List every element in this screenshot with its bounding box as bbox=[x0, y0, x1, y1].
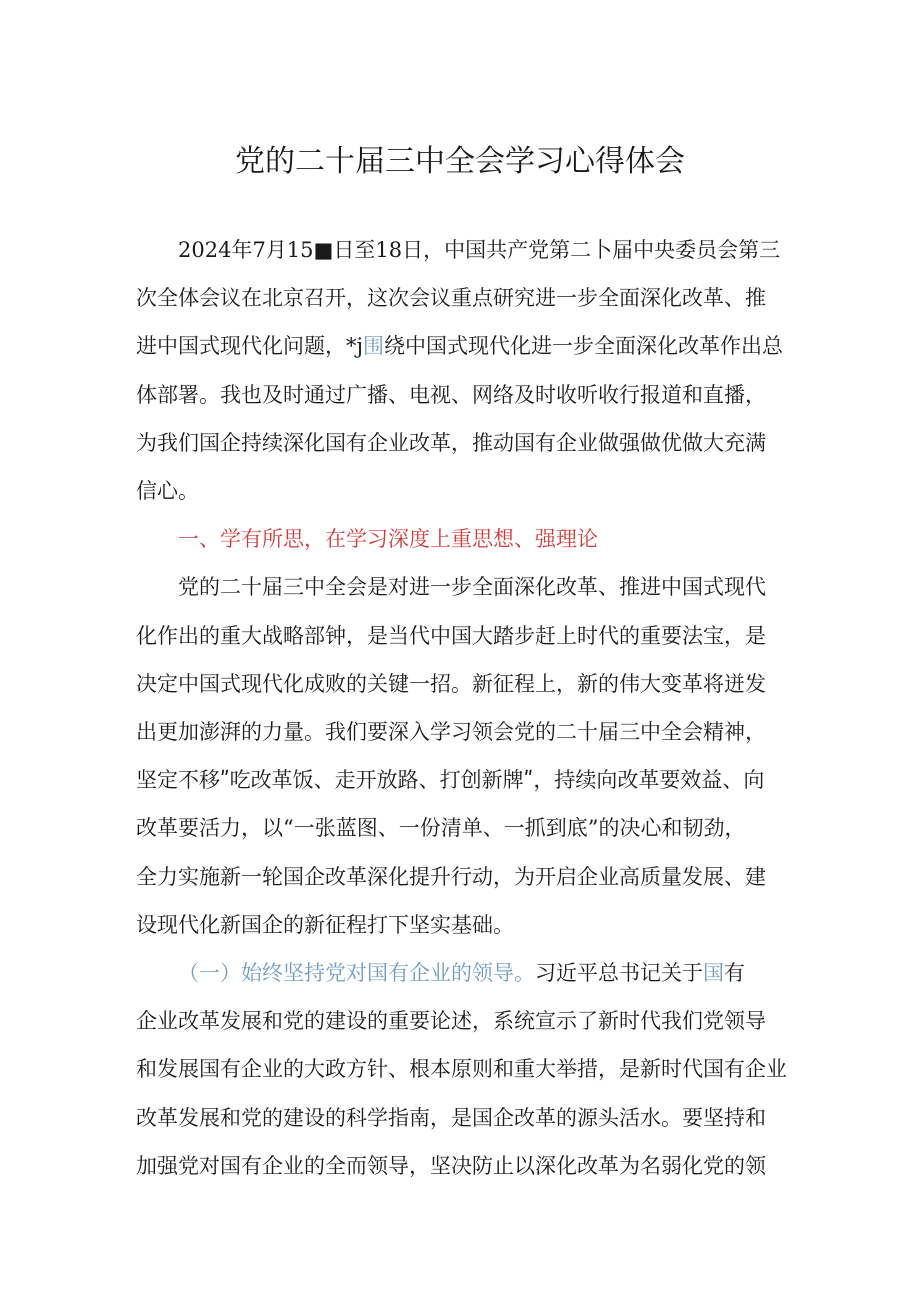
text-line: 企业改革发展和党的建设的重要论述，系统宣示了新时代我们党领导 bbox=[136, 1009, 766, 1034]
document-title: 党的二十届三中全会学习心得体会 bbox=[235, 144, 685, 179]
paragraph-meeting-intro bbox=[136, 226, 792, 515]
text-fragment-highlight: 围 bbox=[363, 334, 385, 359]
text-line bbox=[136, 322, 792, 370]
text-line bbox=[136, 949, 792, 997]
document-body bbox=[136, 226, 792, 1190]
text-line: 次全体会议在北京召开，这次会议重点研究进一步全面深化改革、推 bbox=[136, 286, 766, 311]
text-line: 全力实施新一轮国企改革深化提升行动，为开启企业高质量发展、建 bbox=[136, 864, 766, 889]
text-line: 党的二十届三中全会是对进一步全面深化改革、推进中国式现代 bbox=[178, 575, 766, 600]
text-line: 决定中国式现代化成败的关键一招。新征程上，新的伟大变革将迸发 bbox=[136, 671, 766, 696]
text-line: 出更加澎湃的力量。我们要深入学习领会党的二十届三中全会精神， bbox=[136, 720, 766, 745]
text-line: 体部署。我也及时通过广播、电视、网络及时收听收行报道和直播， bbox=[136, 382, 766, 407]
text-line: 和发展国有企业的大政方针、根本原则和重大举措，是新时代国有企业 bbox=[136, 1057, 787, 1082]
paragraph-section-1 bbox=[136, 563, 792, 949]
subsection-heading-text: （一）始终坚持党对国有企业的领导。 bbox=[178, 961, 535, 986]
text-line: 2024年7月15■日至18日，中国共产党第二卜届中央委员会第三 bbox=[178, 238, 781, 262]
text-line: 加强党对国有企业的全而领导，坚决防止以深化改革为名弱化党的领 bbox=[136, 1153, 766, 1178]
text-line: 化作出的重大战略部钟，是当代中国大踏步赶上时代的重要法宝，是 bbox=[136, 623, 766, 648]
text-line: 信心。 bbox=[136, 479, 199, 504]
section-heading-1 bbox=[136, 515, 792, 563]
text-line: 设现代化新国企的新征程打下坚实基础。 bbox=[136, 912, 514, 937]
section-heading-text: 一、学有所思，在学习深度上重思想、强理论 bbox=[178, 527, 598, 552]
paragraph-subsection-1 bbox=[136, 949, 792, 1190]
text-line: 坚定不移ʺ吃改革饭、走开放路、打创新牌ʺ，持续向改革要效益、向 bbox=[136, 768, 765, 793]
text-fragment: 习近平总书记关于 bbox=[535, 961, 703, 986]
text-line: 为我们国企持续深化国有企业改革，推动国有企业做强做优做大充满 bbox=[136, 430, 766, 455]
text-fragment: 绕中国式现代化进一步全面深化改革作出总 bbox=[384, 334, 784, 359]
text-fragment: 进中国式现代化问题，*j bbox=[136, 334, 364, 359]
text-fragment: 有 bbox=[724, 961, 745, 986]
text-line: 改革要活力，以“一张蓝图、一份清单、一抓到底”的决心和韧劲， bbox=[136, 816, 746, 841]
text-line: 改革发展和党的建设的科学指南，是国企改革的源头活水。要坚持和 bbox=[136, 1105, 766, 1130]
text-fragment-highlight: 国 bbox=[703, 961, 724, 986]
